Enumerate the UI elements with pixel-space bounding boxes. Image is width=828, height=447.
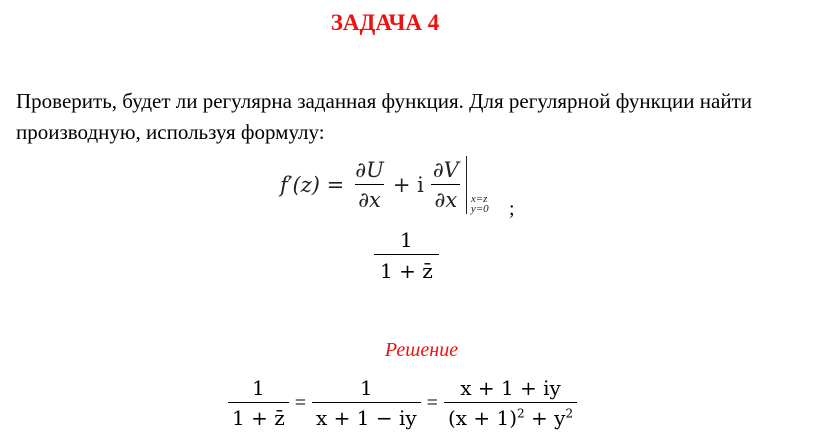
equals-sign-1: = (294, 391, 307, 414)
given-function-fraction (374, 228, 439, 283)
result-fraction-3-numerator: x + 1 + iy (460, 376, 561, 400)
denominator-base: (x + 1) (447, 406, 518, 430)
given-denominator: 1 + z̄ (374, 254, 439, 283)
solution-heading: Решение (384, 339, 459, 361)
result-fraction-1-numerator: 1 (252, 376, 265, 400)
problem-statement: Проверить, будет ли регулярна заданная функция. Для регулярной функции найти производную, используя формулу: (16, 89, 752, 144)
denominator-middle: + y (524, 406, 566, 430)
equals-sign-2: = (426, 391, 438, 414)
evaluation-bar (466, 156, 497, 214)
formula-semicolon: ; (509, 198, 515, 220)
partial-v-denominator: ∂x (431, 184, 460, 212)
condition-x: x=z (470, 193, 488, 205)
given-numerator: 1 (400, 228, 413, 252)
result-fraction-3-denominator (444, 402, 577, 430)
condition-y: y=0 (470, 203, 489, 215)
solution-equation (228, 376, 577, 430)
result-fraction-3 (444, 376, 577, 430)
denominator-exponent-2: 2 (565, 406, 574, 421)
result-fraction-2-numerator: 1 (359, 376, 373, 400)
evaluation-conditions (471, 194, 489, 214)
partial-v-fraction (430, 158, 462, 212)
formula-lhs: f′(z) = (280, 173, 345, 197)
task-title: ЗАДАЧА 4 (330, 10, 440, 35)
partial-u-denominator: ∂x (355, 184, 384, 212)
partial-u-fraction (352, 158, 387, 212)
partial-u-numerator: ∂U (355, 158, 384, 182)
result-fraction-2-denominator: x + 1 − iy (312, 402, 421, 430)
denominator-exponent-1: 2 (517, 406, 525, 421)
plus-i: + i (392, 173, 424, 197)
result-fraction-1 (228, 376, 289, 430)
partial-v-numerator: ∂V (432, 158, 459, 182)
derivative-formula (280, 152, 497, 218)
given-function (374, 228, 439, 283)
result-fraction-1-denominator: 1 + z̄ (228, 402, 289, 430)
result-fraction-2 (312, 376, 421, 430)
